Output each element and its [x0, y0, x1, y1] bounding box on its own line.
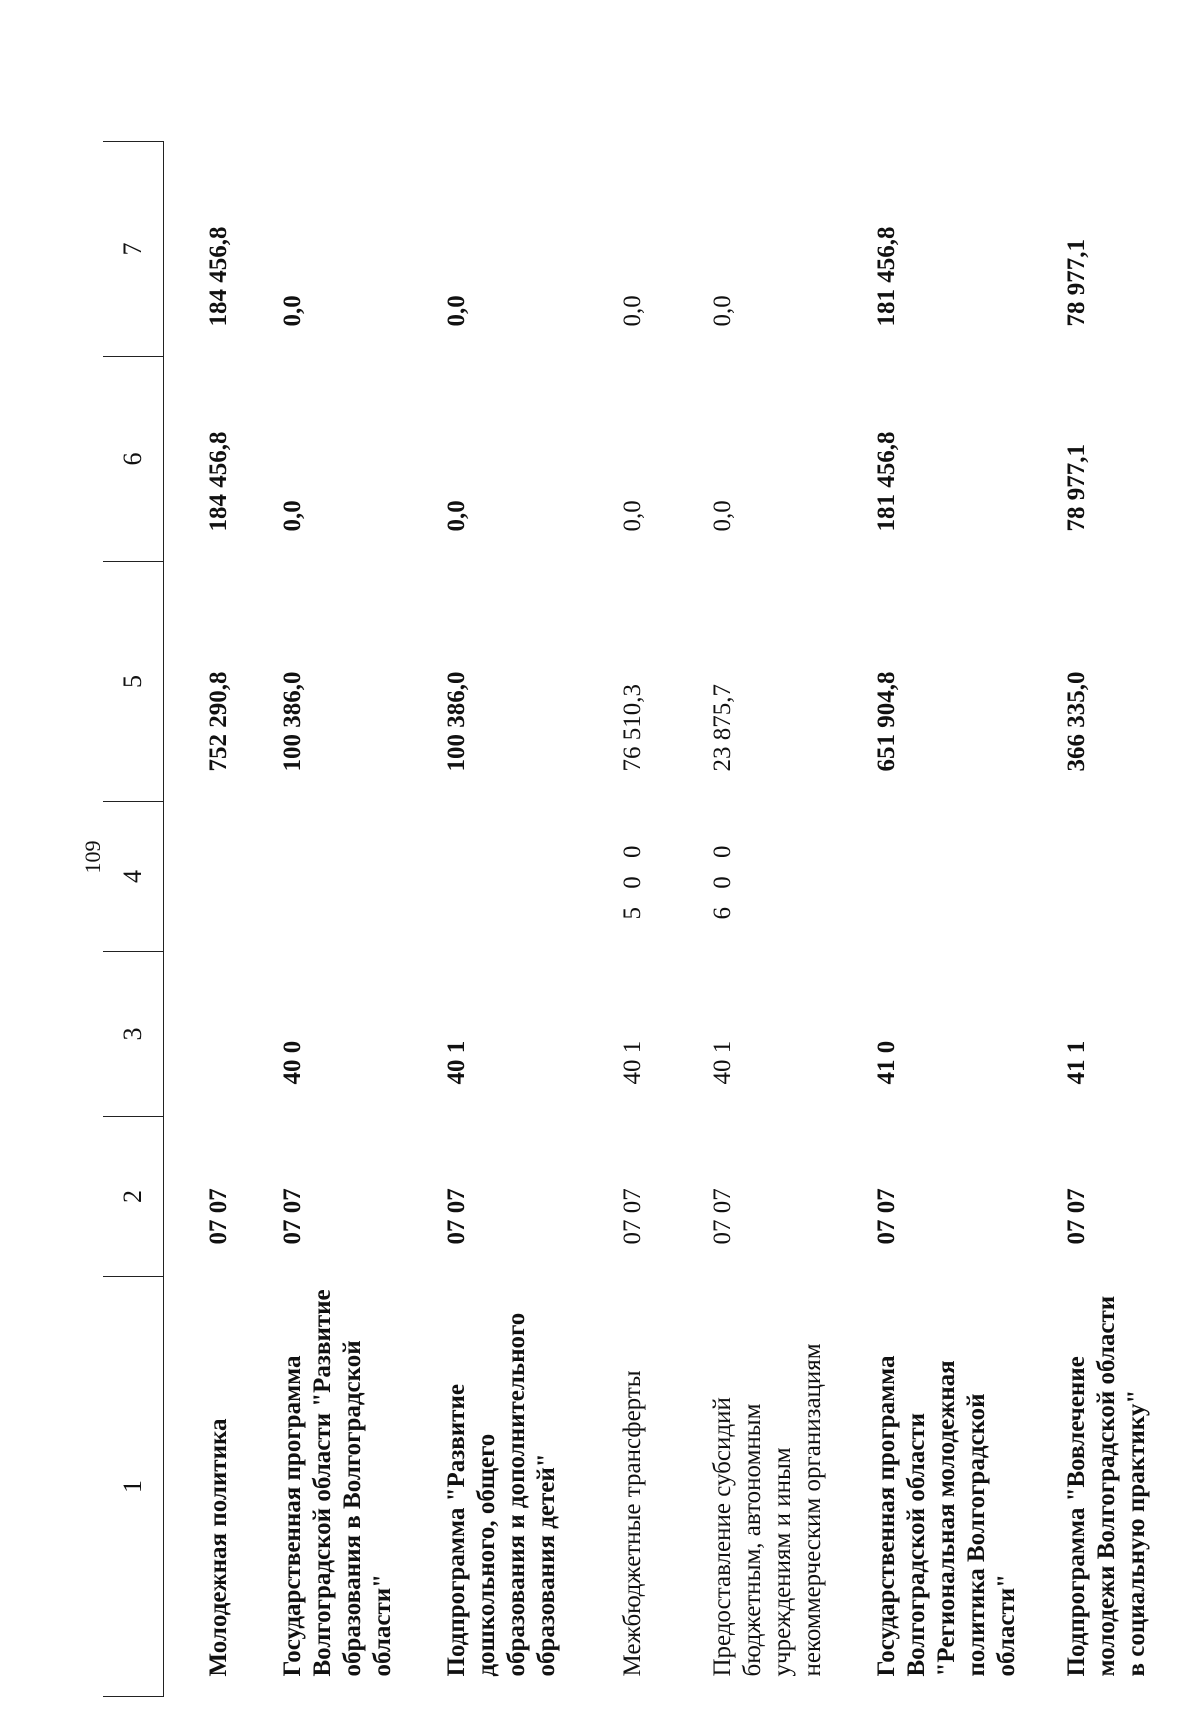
row-col6: 181 456,8 — [873, 431, 900, 532]
table-row — [164, 142, 245, 1697]
row-total: 76 510,3 — [619, 684, 646, 772]
row-section: 07 07 — [443, 1188, 470, 1245]
row-col6: 0,0 — [709, 500, 736, 532]
row-expense — [1032, 802, 1162, 952]
table-row — [244, 142, 408, 1697]
row-name: Подпрограмма "Вовлечение молодежи Волгоградской области в социальную практику" — [1063, 1295, 1150, 1677]
row-name: Государственная программа Волгоградской области "Региональная молодежная политика Волгоградской области" — [873, 1355, 1020, 1677]
row-col6: 0,0 — [279, 500, 306, 532]
row-section: 07 07 — [709, 1188, 736, 1245]
row-name: Государственная программа Волгоградской области "Развитие образования в Волгоградской области" — [279, 1289, 396, 1677]
row-name: Предоставление субсидий бюджетным, автономным учреждениям и иным некоммерческим организациям — [709, 1343, 826, 1677]
row-name: Подпрограмма "Развитие дошкольного, общего образования и дополнительного образования детей" — [443, 1312, 560, 1677]
row-col7: 181 456,8 — [873, 226, 900, 327]
table-row — [408, 142, 572, 1697]
row-col6: 0,0 — [443, 500, 470, 532]
table-row — [1032, 142, 1162, 1697]
row-expense — [838, 802, 1032, 952]
table-row — [838, 142, 1032, 1697]
row-section: 07 07 — [1063, 1188, 1090, 1245]
row-total: 100 386,0 — [279, 671, 306, 772]
row-target: 40 1 — [443, 1040, 470, 1085]
row-name: Межбюджетные трансферты — [619, 1370, 646, 1677]
row-col7: 0,0 — [279, 295, 306, 327]
row-target: 41 1 — [1063, 1040, 1090, 1085]
column-header: 6 — [103, 357, 164, 562]
row-col6: 0,0 — [619, 500, 646, 532]
row-section: 07 07 — [205, 1188, 232, 1245]
column-header: 5 — [103, 562, 164, 802]
row-expense — [408, 802, 572, 952]
row-target: 40 1 — [619, 1040, 646, 1085]
row-total: 651 904,8 — [873, 671, 900, 772]
row-expense — [244, 802, 408, 952]
row-total: 100 386,0 — [443, 671, 470, 772]
row-col7: 184 456,8 — [205, 226, 232, 327]
table-row — [668, 142, 838, 1697]
row-col6: 78 977,1 — [1063, 444, 1090, 532]
row-section: 07 07 — [619, 1188, 646, 1245]
column-header: 3 — [103, 952, 164, 1117]
row-target: 40 0 — [279, 1040, 306, 1085]
table-header-row — [103, 142, 164, 1697]
column-header: 4 — [103, 802, 164, 952]
column-header: 2 — [103, 1117, 164, 1277]
row-col7: 78 977,1 — [1063, 239, 1090, 327]
row-target — [164, 952, 245, 1117]
row-col7: 0,0 — [709, 295, 736, 327]
row-section: 07 07 — [873, 1188, 900, 1245]
row-col7: 0,0 — [443, 295, 470, 327]
row-expense: 6 0 0 — [709, 839, 736, 920]
row-col7: 0,0 — [619, 295, 646, 327]
row-target: 40 1 — [709, 1040, 736, 1085]
row-expense — [164, 802, 245, 952]
row-section: 07 07 — [279, 1188, 306, 1245]
row-expense: 5 0 0 — [619, 839, 646, 920]
budget-table — [103, 141, 1162, 1697]
row-total: 366 335,0 — [1063, 671, 1090, 772]
table-row — [572, 142, 668, 1697]
row-total: 23 875,7 — [709, 684, 736, 772]
row-col6: 184 456,8 — [205, 431, 232, 532]
row-total: 752 290,8 — [205, 671, 232, 772]
row-name: Молодежная политика — [205, 1418, 232, 1677]
page-number: 109 — [80, 840, 105, 874]
row-target: 41 0 — [873, 1040, 900, 1085]
column-header: 7 — [103, 142, 164, 357]
column-header: 1 — [103, 1277, 164, 1697]
